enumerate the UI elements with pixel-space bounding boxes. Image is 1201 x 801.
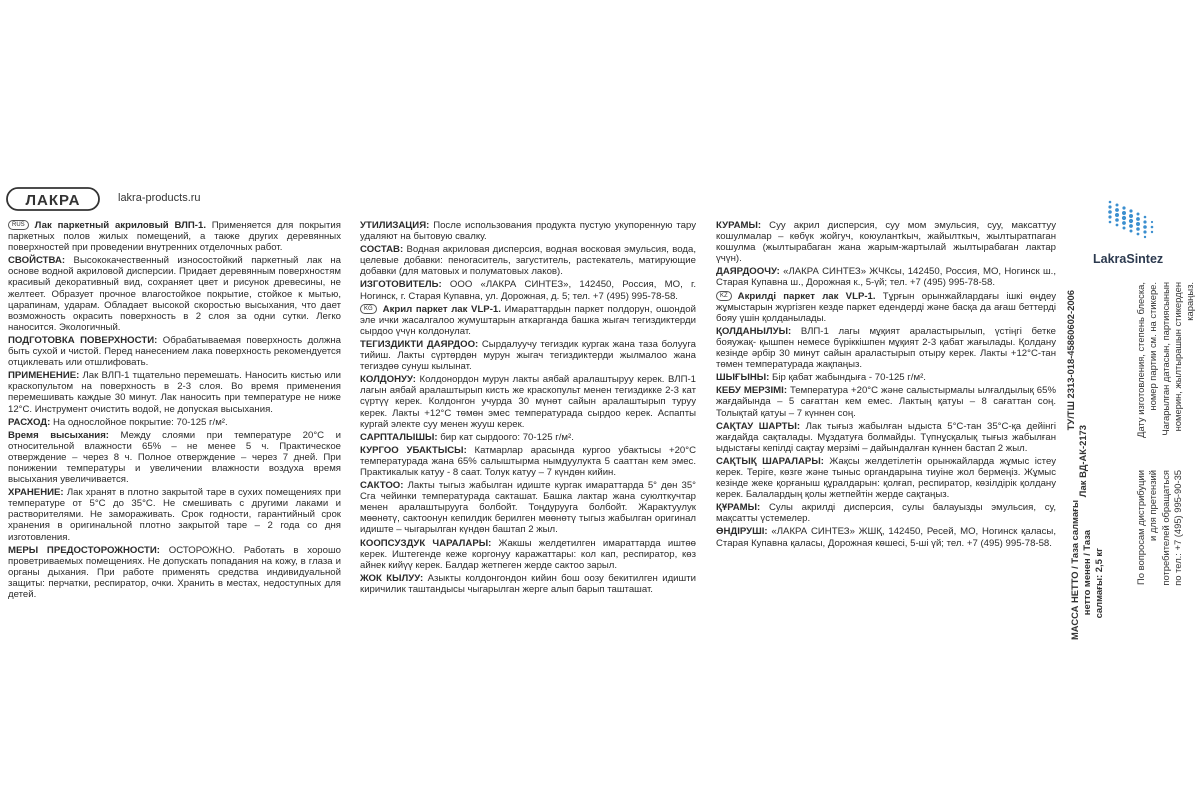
heading: РАСХОД: [8, 416, 51, 428]
heading: СОСТАВ: [360, 244, 404, 256]
text: Лак хранят в плотно закрытой таре в сухих помещениях при температуре от 5°С до 35°С. Не смешивать с другими лаками и растворителями. Не замораживать. Срок годности, гарантийный срок хранения в оригинальной плотно закрытой таре – 2 года со дня изготовления. [8, 487, 341, 543]
intro-text: Имараттардын паркет полдорун, ошондой эле ички жасалгалоо жумуштарын аткарганда башка жыгач тегиздиктерди сырдоо үчүн колдонулат. [360, 303, 696, 337]
kg-composition [716, 220, 1056, 264]
side-question-4: по тел.: +7 (495) 995-90-35 [1172, 470, 1183, 586]
heading: ӨНДІРУШІ: [716, 526, 768, 538]
rus-manufacturer [360, 279, 696, 301]
heading: УТИЛИЗАЦИЯ: [360, 220, 430, 231]
heading: ЖОК КЫЛУУ: [360, 572, 424, 584]
heading: САРПТАЛЫШЫ: [360, 431, 438, 443]
text: Лак ВЛП-1 тщательно перемешать. Наносить кистью или краскопультом на поверхность в 2-3 слоя. Во время применения перемешивать каждые 30 минут. Лак наносить при температуре не ниже 12°С. Инструмент очистить водой, не допуская высыхания. [8, 370, 341, 415]
text: Сырдалуучу тегиздик кургак жана таза болууга тийиш. Лакты сүртөрдөн мурун жыгач тегиздиктерди жылмалоо жана тегиздөө сунуш кылынат. [360, 338, 696, 373]
heading: ҚОЛДАНЫЛУЫ: [716, 325, 792, 337]
rus-consumption [8, 417, 341, 428]
heading: ХРАНЕНИЕ: [8, 487, 64, 499]
side-tu: ТУ/ТШ 2313-018-45860602-2006 [1065, 290, 1076, 431]
text: Между слоями при температуре 20°С и относительной влажности 65% – не менее 5 ч. Практическое отверждение – через 8 ч. Полное отверждение – через 7 дней. При понижении температуры и увеличении влажности воздуха время высыхания увеличивается. [8, 429, 341, 486]
rus-properties [8, 255, 341, 333]
side-lak: Лак ВД-АК-2173 [1077, 425, 1088, 498]
text: ОСТОРОЖНО. Работать в хорошо проветриваемых помещениях. Не допускать попадания на кожу, в глаза и органы дыхания. При работе применять средства индивидуальной защиты: перчатки, респиратор, очки. Хранить в местах, недоступных для детей. [8, 544, 341, 600]
kg-manufacturer [716, 266, 1056, 288]
intro-text: Тұрғын орынжайлардағы ішкі өңдеу жұмыстарын жүргізген кезде паркет едендерді және басқа да ағаш беттерді бояу үшін қолданылады. [716, 290, 1056, 324]
heading: ҚҰРАМЫ: [716, 502, 761, 514]
kg-preparation [360, 339, 696, 372]
kg-drying [360, 445, 696, 478]
text: Сулы акрилді дисперсия, сулы балауызды эмульсия, су, мақсатты үстемелер. [716, 502, 1056, 525]
side-question-1: По вопросам дистрибуции [1135, 470, 1146, 585]
text: «ЛАКРА СИНТЕЗ» ЖЧКсы, 142450, Россия, МО, Ногинск ш., Старая Купавна ш., Дорожная к., 5-үй; тел. +7 (495) 995-78-58. [716, 266, 1056, 289]
text: Водная акриловая дисперсия, водная восковая эмульсия, вода, целевые добавки: пеногаситель, загуститель, растекатель, матирующие добавки (для матовых и полуматовых лаков). [360, 244, 696, 278]
heading: КУРАМЫ: [716, 220, 762, 231]
text: Жақсы желдетілетін орынжайларда жұмыс істеу керек. Теріге, көзге және тыныс органдарына тиуіне жол бермеңіз. Жұмыс кезінде жеке қорғаныш құралдарын: қолғап, респиратор, көзілдірік қолдану керек. Балалардың қолы жетпейтін жерде сақтаңыз. [716, 455, 1056, 501]
kz-safety [716, 456, 1056, 500]
rus-intro [8, 220, 341, 253]
rus-disposal [360, 220, 696, 242]
heading: САҚТАУ ШАРТЫ: [716, 420, 801, 432]
text: Бір қабат жабындыға - 70-125 г/м². [769, 372, 926, 384]
heading: ПОДГОТОВКА ПОВЕРХНОСТИ: [8, 334, 158, 346]
heading: МЕРЫ ПРЕДОСТОРОЖНОСТИ: [8, 544, 161, 556]
side-question-3: потребителей обращаться [1160, 470, 1171, 586]
text: Азыкты колдонгондон кийин бош оозу бекитилген идишти киричилик таштандысы чыгарылган жерге алып барып ташташат. [360, 572, 696, 595]
kz-application [716, 326, 1056, 370]
heading: КУРГОО УБАКТЫСЫ: [360, 444, 467, 456]
heading: ПРИМЕНЕНИЕ: [8, 370, 80, 382]
kg-application [360, 374, 696, 429]
side-question-2: и для претензий [1147, 470, 1158, 542]
side-kz-3: караңыз. [1184, 282, 1195, 321]
brand-name [1093, 252, 1163, 266]
text: бир кат сырдоого: 70-125 г/м². [437, 431, 574, 443]
text: Суу акрил дисперсия, суу мом эмульсия, суу, максаттуу кошулмалар – көбүк жойгуч, коюулантkыч, жайылткыч, жылтыратпаган кошулма (жылтырабаган жана жарым-жартылай жылтырабаган лактар үчүн). [716, 220, 1056, 265]
heading: ШЫҒЫНЫ: [716, 372, 770, 384]
kg-intro [360, 304, 696, 337]
heading: ИЗГОТОВИТЕЛЬ: [360, 279, 442, 291]
lang-tag-rus: RUS [8, 220, 29, 230]
intro-text: Применяется для покрытия паркетных полов жилых помещений, а также других деревянных поверхностей при проведении внутренних отделочных работ. [8, 220, 341, 254]
kz-drying [716, 385, 1056, 418]
text: Жакшы желдетилген имараттарда иштөө керек. Иштегенде кеже коргонуу каражаттары: кол кап, респиратор, көз айнек кийүү керек. Балдар жетпеген жерде сактоо зарыл. [360, 537, 696, 571]
heading: КООПСУЗДУК ЧАРАЛАРЫ: [360, 537, 492, 549]
side-mass-3: салмағы: 2,5 кг [1093, 548, 1104, 619]
text: Обрабатываемая поверхность должна быть сухой и чистой. Перед нанесением лака поверхность рекомендуется отциклевать или отшлифовать. [8, 334, 341, 369]
text: ВЛП-1 лагы мұқият араластырылып, үстіңгі бетке бояужақ- қышпен немесе бүріккішпен мұқият 2-3 қабат жағылады. Қолдану кезінде әрбір 30 минут сайын араластырып отыру керек. Лакты +12°С-тан төмен температурада жақпаңыз. [716, 325, 1056, 371]
text: ООО «ЛАКРА СИНТЕЗ», 142450, Россия, МО, г. Ногинск, г. Старая Купавна, ул. Дорожная, д. 5; тел. +7 (495) 995-78-58. [360, 279, 696, 302]
lang-tag-kg: KG [360, 304, 377, 314]
product-name: Акрил паркет лак VLP-1. [382, 303, 501, 315]
rus-drying [8, 430, 341, 485]
rus-composition [360, 244, 696, 277]
kg-safety [360, 538, 696, 571]
kg-storage [360, 480, 696, 535]
heading: ТЕГИЗДИКТИ ДАЯРДОО: [360, 338, 479, 350]
brand-name-text: LakraSintez [1093, 252, 1164, 266]
column-russian [8, 220, 341, 602]
side-mass-1: МАССА НЕТТО / Таза салмағы [1069, 500, 1080, 640]
text: Колдонордон мурун лакты аябай аралаштыруу керек. ВЛП-1 лагын аябай аралаштырып кисть же краскопульт менен тегиздикке 2-3 кат сүртүү керек. Колдонгон учурда 30 мүнөт сайын аралаштырып туруу керек. Лакты +12°С төмөн эмес температурада сырдоо керек. Аспапты кургай электе суу менен жууш керек. [360, 374, 696, 430]
text: Высококачественный износостойкий паркетный лак на основе водной акриловой дисперсии. Придает деревянным поверхностям красивый декоративный вид, сохраняет цвет и рисунок древесины, не желтеет. Образует прочное влагостойкое покрытие, стойкое к мытью, царапинам, ударам. Обладает высокой скоростью высыхания, что дает возможность окрасить поверхность в 2 слоя за одни сутки. Легко наносится. Экологичный. [8, 255, 341, 333]
side-kz-1: Чагарылган датасын, партиясынын [1160, 282, 1171, 436]
product-name: Лак паркетный акриловый ВЛП-1. [34, 220, 206, 231]
rus-safety [8, 545, 341, 600]
side-kz-2: номерин, жылтырашын стикерден [1172, 282, 1183, 432]
side-date-2: номер партии см. на стикере. [1147, 282, 1158, 411]
heading: САКТОО: [360, 480, 404, 492]
text: Лакты тыгыз жабылган идиште кургак имараттарда 5° дөн 35° Сга чейинки температурада сакташат. Башка лактар жана суюлткучтар менен аралаштырууга болбойт. Тоңдурууга болбойт. Жарактуулук мөөнөтү, сактоонун кепилдик берилген мөөнөтү тыгыз жабылган оригинал идиште – чыгарылган күндөн баштап 2 жыл. [360, 480, 696, 536]
website-url: lakra-products.ru [118, 192, 201, 204]
kg-disposal [360, 573, 696, 595]
heading: СВОЙСТВА: [8, 255, 66, 267]
heading: Время высыхания: [8, 429, 109, 441]
text: На однослойное покрытие: 70-125 г/м². [50, 416, 228, 428]
kg-consumption [360, 432, 696, 443]
heading: САҚТЫҚ ШАРАЛАРЫ: [716, 455, 824, 467]
rus-application [8, 370, 341, 414]
side-date-1: Дату изготовления, степень блеска, [1135, 282, 1146, 438]
column-right [716, 220, 1056, 551]
lakra-logo-text: ЛАКРА [25, 192, 81, 209]
text: После использования продукта пустую укупоренную тару удаляют на бытовую свалку. [360, 220, 696, 243]
side-mass-2: нетто менен / Таза [1081, 530, 1092, 616]
heading: ДАЯРДООЧУ: [716, 266, 780, 278]
text: Катмарлар арасында кургоо убактысы +20°С температурада жана 65% салыштырма нымдуулукта 5 сааттан кем эмес. Практикалык катуу - 8 саат. Толук катуу – 7 күндөн кийин. [360, 444, 697, 478]
kz-consumption [716, 372, 1056, 383]
text: Температура +20°С және салыстырмалы ылғалдылық 65% жағдайында – 5 сағаттан кем емес. Лактың қатуы – 8 сағаттан соң. Толықтай қатуы – 7 күннен соң. [716, 385, 1056, 419]
kz-composition [716, 502, 1056, 524]
kz-intro [716, 291, 1056, 324]
heading: КЕБУ МЕРЗІМІ: [716, 385, 788, 397]
column-middle [360, 220, 696, 597]
kz-storage [716, 421, 1056, 454]
lakrasintez-logo-icon [1096, 196, 1171, 246]
text: Лак тығыз жабылған ыдыста 5°С-тан 35°С-қа дейінгі жағдайда сақталады. Мұздатуға болмайды. Түпнұсқалық тығыз жабылған ыдыстағы кепілді сақтау мерзімі – дайындалған күннен бастап 2 жыл. [716, 420, 1057, 454]
product-name: Акрилді паркет лак VLP-1. [737, 290, 876, 302]
lang-tag-kz: KZ [716, 291, 732, 301]
text: «ЛАКРА СИНТЕЗ» ЖШҚ, 142450, Ресей, МО, Ногинск қаласы, Старая Купавна қаласы, Дорожная көшесі, 5-ші үй; тел. +7 (495) 995-78-58. [716, 526, 1056, 549]
kz-manufacturer [716, 526, 1056, 548]
lakra-logo [6, 186, 102, 212]
rus-storage [8, 487, 341, 542]
rus-preparation [8, 335, 341, 368]
heading: КОЛДОНУУ: [360, 374, 416, 386]
